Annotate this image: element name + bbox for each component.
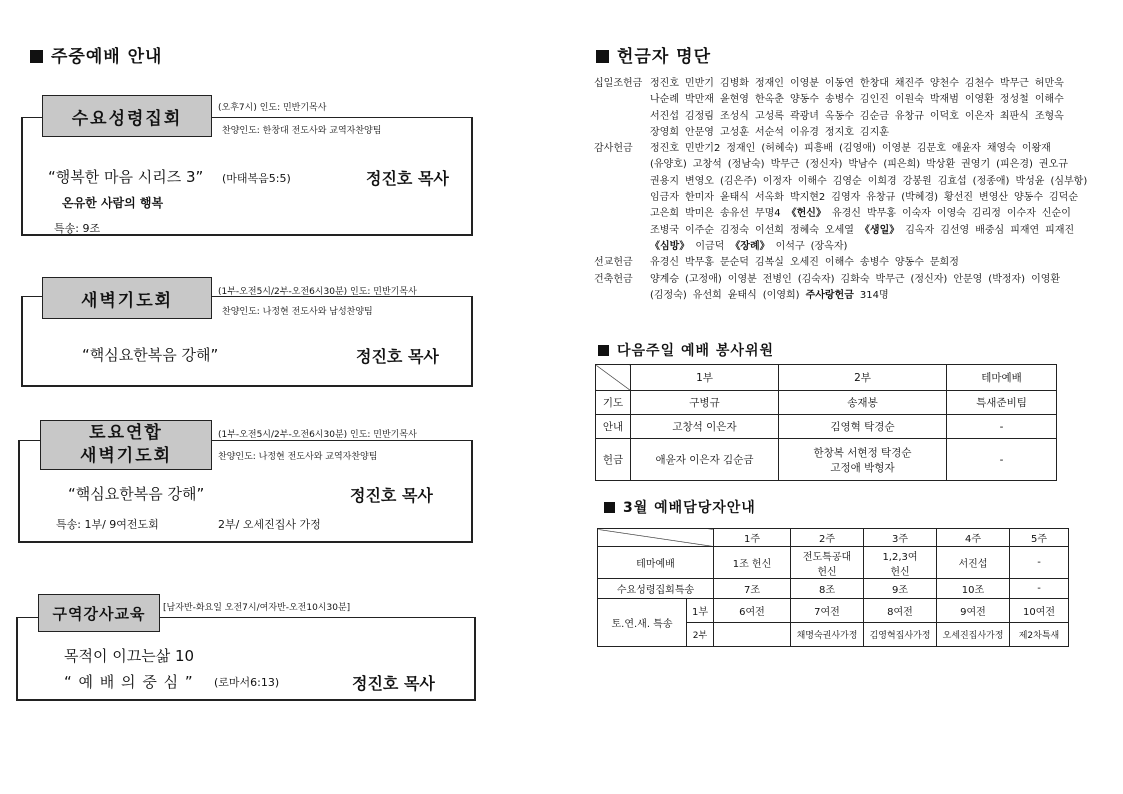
donor-name: 정지호: [824, 126, 854, 138]
donor-name: 이금덕: [695, 240, 725, 252]
donor-name: 오세열: [824, 224, 854, 236]
donor-name: 유경신: [650, 257, 679, 269]
table-cell: 10조: [937, 579, 1010, 599]
donor-name: 이동연: [824, 78, 854, 89]
donor-name: 배중심: [975, 224, 1005, 236]
table-cell: -: [947, 439, 1057, 481]
district-training-info: [남자반-화요일 오전7시/여자반-오전10시30분]: [163, 603, 351, 613]
donor-name: 김복실: [754, 257, 784, 269]
march-assignments-title: 3월 예배담당자안내: [604, 497, 756, 517]
row-sublabel: 2부: [687, 623, 714, 647]
table-cell: 9조: [864, 579, 937, 599]
donor-name: 김인진: [859, 94, 889, 106]
donor-name: 정진호: [650, 143, 679, 155]
row-label: 토.연.새. 특송: [598, 599, 687, 647]
table-cell: 구병규: [631, 391, 779, 415]
table-cell: 한창복 서현정 탁경순 고정애 박형자: [779, 439, 947, 481]
donor-name: 김옥자: [905, 224, 935, 236]
table-header: 1부: [631, 365, 779, 391]
donor-name: 《생일》: [859, 224, 900, 236]
table-cell: 애윤자 이은자 김순금: [631, 439, 779, 481]
donor-name: 박지현2: [789, 192, 826, 204]
donor-name: 서진섭: [650, 110, 679, 122]
donor-name: 박상환: [926, 159, 956, 171]
table-header: 1주: [714, 529, 791, 547]
donor-name: 314명: [859, 289, 889, 301]
wednesday-subtitle: 온유한 사람의 행복: [62, 196, 164, 210]
row-label: 안내: [596, 415, 631, 439]
donor-name: 윤태식: [727, 289, 757, 301]
donor-name: 이은자: [964, 110, 994, 122]
table-cell: 8여전: [864, 599, 937, 623]
table-cell: 서진섭: [937, 547, 1010, 579]
donor-name: 김리정: [971, 208, 1001, 220]
donor-name: (박정자): [988, 273, 1026, 285]
table-cell: 채명숙권사가정: [791, 623, 864, 647]
donor-name: 한옥춘: [754, 94, 784, 106]
table-row: [598, 579, 1069, 599]
dawn-sermon-title: “핵심요한복음 강해”: [82, 346, 219, 364]
table-cell: 1,2,3여 헌신: [864, 547, 937, 579]
donor-group: [594, 272, 1094, 305]
row-label: 기도: [596, 391, 631, 415]
table-header: 4주: [937, 529, 1010, 547]
dawn-pastor: 정진호 목사: [356, 347, 439, 366]
row-label: 수요성령집회특송: [598, 579, 714, 599]
donor-name: 고은희: [650, 208, 679, 220]
table-cell: 7조: [714, 579, 791, 599]
saturday-special-song-1: 특송: 1부/ 9여전도회: [56, 518, 159, 531]
donor-name: 이석구: [775, 240, 805, 252]
donor-name: 송유선: [719, 208, 749, 220]
table-cell: 8조: [791, 579, 864, 599]
donor-name: 이영환: [964, 94, 994, 106]
donor-name: 민반기2: [684, 143, 721, 155]
donor-name: 애윤자: [951, 143, 981, 155]
table-row: [598, 599, 1069, 623]
donor-category: 십일조헌금: [594, 78, 643, 89]
table-cell: 송재봉: [779, 391, 947, 415]
wednesday-scripture: (마태복음5:5): [222, 172, 291, 185]
donor-name: 장영희: [650, 126, 679, 138]
march-assignments-table: [597, 528, 1069, 647]
square-bullet-icon: [604, 502, 615, 513]
donor-name: 조형옥: [1034, 110, 1064, 122]
donor-name: 권용지: [650, 175, 679, 187]
table-cell: 전도특공대 헌신: [791, 547, 864, 579]
donor-name: 정재인: [754, 78, 784, 89]
donor-name: 김지훈: [859, 126, 889, 138]
wednesday-pastor: 정진호 목사: [366, 169, 449, 188]
donor-name: 권영기: [961, 159, 991, 171]
donor-name: 김화숙: [840, 273, 870, 285]
donor-name: 윤현영: [719, 94, 749, 106]
donor-name: 양계승: [650, 273, 679, 285]
donor-name: 유창규: [894, 110, 924, 122]
donor-name: 유선희: [692, 289, 722, 301]
donor-name: 정혜숙: [789, 224, 819, 236]
wednesday-praise-info: 찬양인도: 한창대 전도사와 교역자찬양팀: [222, 126, 382, 136]
table-header: 3주: [864, 529, 937, 547]
donor-name: 허만욱: [1034, 78, 1064, 89]
donor-name: 한창대: [859, 78, 889, 89]
donor-name: 박무근: [875, 273, 905, 285]
donor-name: 이원숙: [894, 94, 924, 106]
saturday-pastor: 정진호 목사: [350, 486, 433, 505]
donor-name: 채진주: [894, 78, 924, 89]
dawn-prayer-tab: 새벽기도회: [42, 277, 212, 319]
donor-name: 송병수: [859, 257, 889, 269]
table-corner-cell: [596, 365, 631, 391]
table-row: [596, 415, 1057, 439]
table-cell: [714, 623, 791, 647]
donor-name: 박무근: [999, 78, 1029, 89]
donor-list-title: 헌금자 명단: [596, 42, 711, 67]
donor-name: 이유경: [789, 126, 819, 138]
table-row: [596, 439, 1057, 481]
donor-name: (피은경): [996, 159, 1033, 171]
table-cell: 10여전: [1010, 599, 1069, 623]
donor-name: 《장례》: [730, 240, 770, 252]
donor-name: 정진호: [650, 78, 679, 89]
donor-name: 박미은: [684, 208, 714, 220]
donor-name: 유경신: [831, 208, 861, 220]
donor-name: 박재범: [929, 94, 959, 106]
dawn-leader-info: (1부-오전5시/2부-오전6시30분) 인도: 민반기목사: [218, 287, 417, 297]
donor-name: 김문호: [916, 143, 946, 155]
saturday-praise-info: 찬양인도: 나정현 전도사와 교역자찬양팀: [218, 452, 378, 462]
table-cell: -: [1010, 579, 1069, 599]
table-corner-cell: [598, 529, 714, 547]
table-cell: 6여전: [714, 599, 791, 623]
donor-name: 김순금: [859, 110, 889, 122]
donor-name: 신순이: [1041, 208, 1071, 220]
donor-name: 이왕재: [1021, 143, 1051, 155]
donor-name: (정남숙): [727, 159, 765, 171]
donor-name: 양동수: [789, 94, 819, 106]
donor-name: (박혜경): [901, 192, 939, 204]
donor-name: 피재진: [1045, 224, 1075, 236]
table-cell: 9여전: [937, 599, 1010, 623]
donor-category: 건축헌금: [594, 273, 633, 285]
table-row: [596, 391, 1057, 415]
donor-name: 서옥화: [754, 192, 784, 204]
donor-name: 박무근: [770, 159, 800, 171]
donor-name: 정재인: [726, 143, 756, 155]
wednesday-sermon-title: “행복한 마음 시리즈 3”: [48, 168, 204, 186]
donor-name: 김효섭: [937, 175, 967, 187]
donor-name: 송병수: [824, 94, 854, 106]
donor-name: 박무홍: [684, 257, 714, 269]
donor-name: 변영오: [684, 175, 714, 187]
donor-name: 김영자: [831, 192, 861, 204]
donor-name: 안문영: [953, 273, 983, 285]
district-sermon-title: “ 예 배 의 중 심 ”: [64, 673, 194, 691]
donor-name: 이해수: [824, 257, 854, 269]
donor-name: (유양호): [650, 159, 687, 171]
donor-name: 이주순: [684, 224, 714, 236]
donor-name: 유창규: [866, 192, 896, 204]
donor-name: 박성윤: [1015, 175, 1045, 187]
donor-name: 정성철: [999, 94, 1029, 106]
donor-name: 김선영: [940, 224, 970, 236]
table-cell: 고창석 이은자: [631, 415, 779, 439]
donor-name: 주사랑헌금: [805, 289, 854, 301]
donor-name: 이해수: [1034, 94, 1064, 106]
saturday-special-song-2: 2부/ 오세진집사 가정: [218, 518, 321, 531]
donor-name: 민반기: [684, 78, 714, 89]
donor-name: 고창석: [692, 159, 722, 171]
wednesday-special-song: 특송: 9조: [54, 222, 101, 235]
donor-name: (피은희): [883, 159, 921, 171]
donor-name: 김덕순: [1049, 192, 1078, 204]
donor-name: 이영분: [881, 143, 911, 155]
row-label: 테마예배: [598, 547, 714, 579]
donor-name: 고성록: [754, 110, 784, 122]
table-cell: 특새준비팀: [947, 391, 1057, 415]
donor-name: 이정자: [762, 175, 792, 187]
square-bullet-icon: [30, 50, 43, 63]
donor-name: 임금자: [650, 192, 679, 204]
district-training-course: 목적이 이끄는삶 10: [64, 647, 195, 665]
donor-name: (정신자): [910, 273, 948, 285]
donor-name: 최판식: [999, 110, 1029, 122]
next-week-servants-table: [595, 364, 1057, 481]
donor-name: 전병인: [762, 273, 792, 285]
donor-name: (고정애): [684, 273, 722, 285]
donor-group: [594, 141, 1094, 255]
donor-name: 김영순: [832, 175, 862, 187]
donor-name: 무명4: [754, 208, 781, 220]
saturday-leader-info: (1부-오전5시/2부-오전6시30분) 인도: 민반기목사: [218, 430, 417, 440]
table-cell: 7여전: [791, 599, 864, 623]
next-week-servants-title: 다음주일 예배 봉사위원: [598, 340, 774, 360]
donor-name: (김은주): [719, 175, 757, 187]
donor-name: 서순석: [754, 126, 784, 138]
donor-name: (이영희): [762, 289, 800, 301]
dawn-praise-info: 찬양인도: 나정현 전도사와 남성찬양팀: [222, 307, 373, 317]
donor-group: [594, 255, 1094, 271]
donor-name: (정신자): [805, 159, 843, 171]
table-header: 2주: [791, 529, 864, 547]
saturday-sermon-title: “핵심요한복음 강해”: [68, 485, 205, 503]
donor-name: 양천수: [929, 78, 959, 89]
district-scripture: (로마서6:13): [214, 676, 280, 689]
donor-name: 박무홍: [866, 208, 896, 220]
donor-name: 이덕호: [929, 110, 959, 122]
donor-name: 이희경: [867, 175, 897, 187]
donor-list: [594, 76, 1094, 304]
donor-name: 고성훈: [719, 126, 749, 138]
donor-name: 김정림: [684, 110, 714, 122]
donor-name: 나순례: [650, 94, 679, 106]
donor-category: 감사헌금: [594, 143, 633, 155]
donor-name: 양동수: [894, 257, 924, 269]
donor-name: 《심방》: [650, 240, 690, 252]
table-header: 테마예배: [947, 365, 1057, 391]
donor-name: (정종애): [972, 175, 1010, 187]
donor-name: 변영산: [979, 192, 1009, 204]
table-header: 2부: [779, 365, 947, 391]
donor-name: 채영숙: [986, 143, 1016, 155]
donor-name: 김병화: [719, 78, 749, 89]
donor-name: (허혜숙): [761, 143, 799, 155]
donor-name: 윤태식: [719, 192, 749, 204]
donor-name: 한미자: [684, 192, 714, 204]
donor-name: 피재연: [1010, 224, 1040, 236]
donor-name: 조성식: [719, 110, 749, 122]
donor-name: 이영분: [727, 273, 757, 285]
donor-name: 이선희: [754, 224, 784, 236]
donor-name: 김정숙: [719, 224, 749, 236]
table-cell: 김영혁집사가정: [864, 623, 937, 647]
donor-name: 문순덕: [719, 257, 749, 269]
table-cell: -: [947, 415, 1057, 439]
donor-name: 조병국: [650, 224, 679, 236]
table-cell: 김영혁 탁경순: [779, 415, 947, 439]
table-header: 5주: [1010, 529, 1069, 547]
table-cell: -: [1010, 547, 1069, 579]
donor-name: 문희정: [929, 257, 959, 269]
donor-group: [594, 76, 1094, 141]
donor-name: 강봉원: [902, 175, 932, 187]
donor-name: (심부항): [1050, 175, 1088, 187]
weekday-worship-title: 주중예배 안내: [30, 42, 162, 67]
donor-name: 이영숙: [936, 208, 966, 220]
table-row: [598, 547, 1069, 579]
donor-name: 황선진: [944, 192, 974, 204]
donor-name: (장옥자): [810, 240, 848, 252]
wednesday-leader-info: (오후7시) 인도: 민반기목사: [218, 103, 327, 113]
table-cell: 오세진집사가정: [937, 623, 1010, 647]
donor-name: (김영애): [839, 143, 876, 155]
donor-name: 박만재: [684, 94, 714, 106]
donor-name: 이영분: [789, 78, 819, 89]
row-label: 헌금: [596, 439, 631, 481]
donor-name: 권오규: [1038, 159, 1068, 171]
saturday-prayer-tab: 토요연합 새벽기도회: [40, 420, 212, 470]
donor-name: (김숙자): [797, 273, 835, 285]
donor-name: 《헌신》: [786, 208, 826, 220]
donor-name: 김천수: [964, 78, 994, 89]
donor-name: 이영환: [1031, 273, 1061, 285]
table-cell: 1조 헌신: [714, 547, 791, 579]
donor-name: 박남수: [848, 159, 878, 171]
donor-name: 곽광녀: [789, 110, 819, 122]
donor-name: 이해수: [797, 175, 827, 187]
district-pastor: 정진호 목사: [352, 674, 435, 693]
donor-name: 안문영: [684, 126, 714, 138]
donor-category: 선교헌금: [594, 257, 633, 269]
square-bullet-icon: [596, 50, 609, 63]
donor-name: 이수자: [1006, 208, 1036, 220]
donor-name: 이숙자: [901, 208, 931, 220]
square-bullet-icon: [598, 345, 609, 356]
donor-name: 피흥배: [804, 143, 834, 155]
donor-name: (김정숙): [650, 289, 687, 301]
table-cell: 제2차특새: [1010, 623, 1069, 647]
donor-name: 양동수: [1014, 192, 1043, 204]
row-sublabel: 1부: [687, 599, 714, 623]
donor-name: 오세진: [789, 257, 819, 269]
wednesday-service-tab: 수요성령집회: [42, 95, 212, 137]
district-training-tab: 구역강사교육: [38, 594, 160, 632]
donor-name: 옥동수: [824, 110, 854, 122]
